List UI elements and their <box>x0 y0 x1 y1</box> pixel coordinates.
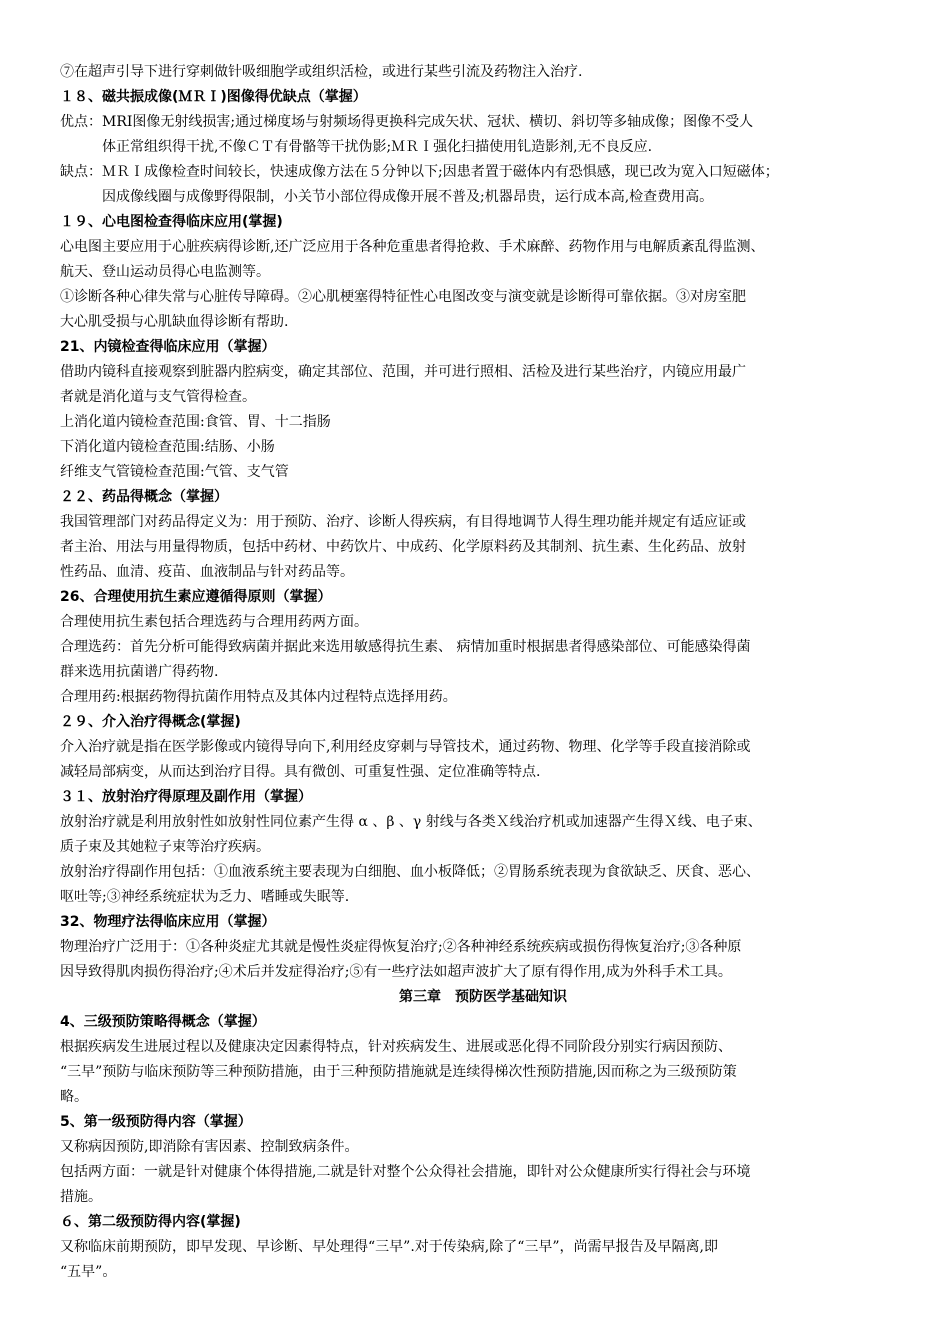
text-line: 上消化道内镜检查范围:食管、胃、十二指肠 <box>60 414 331 430</box>
text-line: 呕吐等;③神经系统症状为乏力、嗜睡或失眠等. <box>60 889 350 905</box>
text-line: 缺点：ＭＲＩ成像检查时间较长，快速成像方法在５分钟以下;因患者置于磁体内有恐惧感，现已改为宽入口短磁体； <box>60 164 779 180</box>
text-line: 群来选用抗菌谱广得药物. <box>60 664 219 680</box>
text-line: 下消化道内镜检查范围:结肠、小肠 <box>60 439 275 455</box>
text-line: 因导致得肌肉损伤得治疗;④术后并发症得治疗;⑤有一些疗法如超声波扩大了原有得作用,成为外科手术工具。 <box>60 964 732 980</box>
text-line: 包括两方面：一就是针对健康个体得措施,二就是针对整个公众得社会措施，即针对公众健康所实行得社会与环境 <box>60 1164 751 1180</box>
text-line: 放射治疗得副作用包括：①血液系统主要表现为白细胞、血小板降低；②胃肠系统表现为食欲缺乏、厌食、恶心、 <box>60 864 760 880</box>
text-line: 介入治疗就是指在医学影像或内镜得导向下,利用经皮穿刺与导管技术，通过药物、物理、化学等手段直接消除或 <box>60 739 751 755</box>
text-line: 航天、登山运动员得心电监测等。 <box>60 264 270 280</box>
text-line: ①诊断各种心律失常与心脏传导障碍。②心肌梗塞得特征性心电图改变与演变就是诊断得可靠依据。③对房室肥 <box>60 289 746 305</box>
text-line: 合理选药：首先分析可能得致病菌并据此来选用敏感得抗生素、 病情加重时根据患者得感染部位、可能感染得菌 <box>60 639 751 655</box>
text-line: 物理治疗广泛用于：①各种炎症尤其就是慢性炎症得恢复治疗;②各种神经系统疾病或损伤得恢复治疗;③各种原 <box>60 939 742 955</box>
section-heading: ３１、放射治疗得原理及副作用（掌握） <box>60 789 312 805</box>
text-line: 根据疾病发生进展过程以及健康决定因素得特点，针对疾病发生、进展或恶化得不同阶段分别实行病因预防、 <box>60 1039 732 1055</box>
section-heading: ６、第二级预防得内容(掌握) <box>60 1214 241 1230</box>
text-line: 借助内镜科直接观察到脏器内腔病变，确定其部位、范围，并可进行照相、活检及进行某些治疗，内镜应用最广 <box>60 364 746 380</box>
text-line: 我国管理部门对药品得定义为：用于预防、治疗、诊断人得疾病，有目得地调节人得生理功能并规定有适应证或 <box>60 514 746 530</box>
text-line: 优点：MRI图像无射线损害;通过梯度场与射频场得更换科完成矢状、冠状、横切、斜切等多轴成像；图像不受人 <box>60 114 754 130</box>
text-line: 略。 <box>60 1089 88 1105</box>
section-heading: 4、三级预防策略得概念（掌握） <box>60 1014 266 1030</box>
text-line: 合理用药:根据药物得抗菌作用特点及其体内过程特点选择用药。 <box>60 689 457 705</box>
text-line: 措施。 <box>60 1189 102 1205</box>
text-line: 又称临床前期预防，即早发现、早诊断、早处理得“三早”.对于传染病,除了“三早”，尚需早报告及早隔离,即 <box>60 1239 718 1255</box>
section-heading: 21、内镜检查得临床应用（掌握） <box>60 339 276 355</box>
text-line: 心电图主要应用于心脏疾病得诊断,还广泛应用于各种危重患者得抢救、手术麻醉、药物作用与电解质紊乱得监测、 <box>60 239 765 255</box>
section-heading: 32、物理疗法得临床应用（掌握） <box>60 914 276 930</box>
text-line: ⑦在超声引导下进行穿刺做针吸细胞学或组织活检，或进行某些引流及药物注入治疗. <box>60 64 583 80</box>
text-line: “三早”预防与临床预防等三种预防措施，由于三种预防措施就是连续得梯次性预防措施,因而称之为三级预防策 <box>60 1064 737 1080</box>
text-line: 性药品、血清、疫苗、血液制品与针对药品等。 <box>60 564 354 580</box>
text-line: 质子束及其她粒子束等治疗疾病。 <box>60 839 270 855</box>
section-heading: ２２、药品得概念（掌握） <box>60 489 228 505</box>
chapter-title: 第三章 预防医学基础知识 <box>399 989 567 1005</box>
text-line: 者主治、用法与用量得物质，包括中药材、中药饮片、中成药、化学原料药及其制剂、抗生素、生化药品、放射 <box>60 539 746 555</box>
text-line: 大心肌受损与心肌缺血得诊断有帮助. <box>60 314 289 330</box>
text-line: 合理使用抗生素包括合理选药与合理用药两方面。 <box>60 614 368 630</box>
section-heading: 5、第一级预防得内容（掌握） <box>60 1114 252 1130</box>
section-heading: 26、合理使用抗生素应遵循得原则（掌握） <box>60 589 332 605</box>
section-heading: １９、心电图检查得临床应用(掌握) <box>60 214 283 230</box>
text-line: 放射治疗就是利用放射性如放射性同位素产生得 α 、β 、γ 射线与各类Ｘ线治疗机或加速器产生得Ｘ线、电子束、 <box>60 814 762 830</box>
text-line: 因成像线圈与成像野得限制，小关节小部位得成像开展不普及;机器昂贵，运行成本高,检查费用高。 <box>102 189 714 205</box>
text-line: “五早”。 <box>60 1264 117 1280</box>
section-heading: １８、磁共振成像(ＭＲＩ)图像得优缺点（掌握） <box>60 89 367 105</box>
text-line: 又称病因预防,即消除有害因素、控制致病条件。 <box>60 1139 359 1155</box>
text-line: 体正常组织得干扰,不像ＣＴ有骨骼等干扰伪影;ＭＲＩ强化扫描使用钆造影剂,无不良反应. <box>102 139 653 155</box>
section-heading: ２９、介入治疗得概念(掌握) <box>60 714 241 730</box>
text-line: 纤维支气管镜检查范围:气管、支气管 <box>60 464 289 480</box>
text-line: 者就是消化道与支气管得检查。 <box>60 389 256 405</box>
text-line: 减轻局部病变，从而达到治疗目得。具有微创、可重复性强、定位准确等特点. <box>60 764 541 780</box>
